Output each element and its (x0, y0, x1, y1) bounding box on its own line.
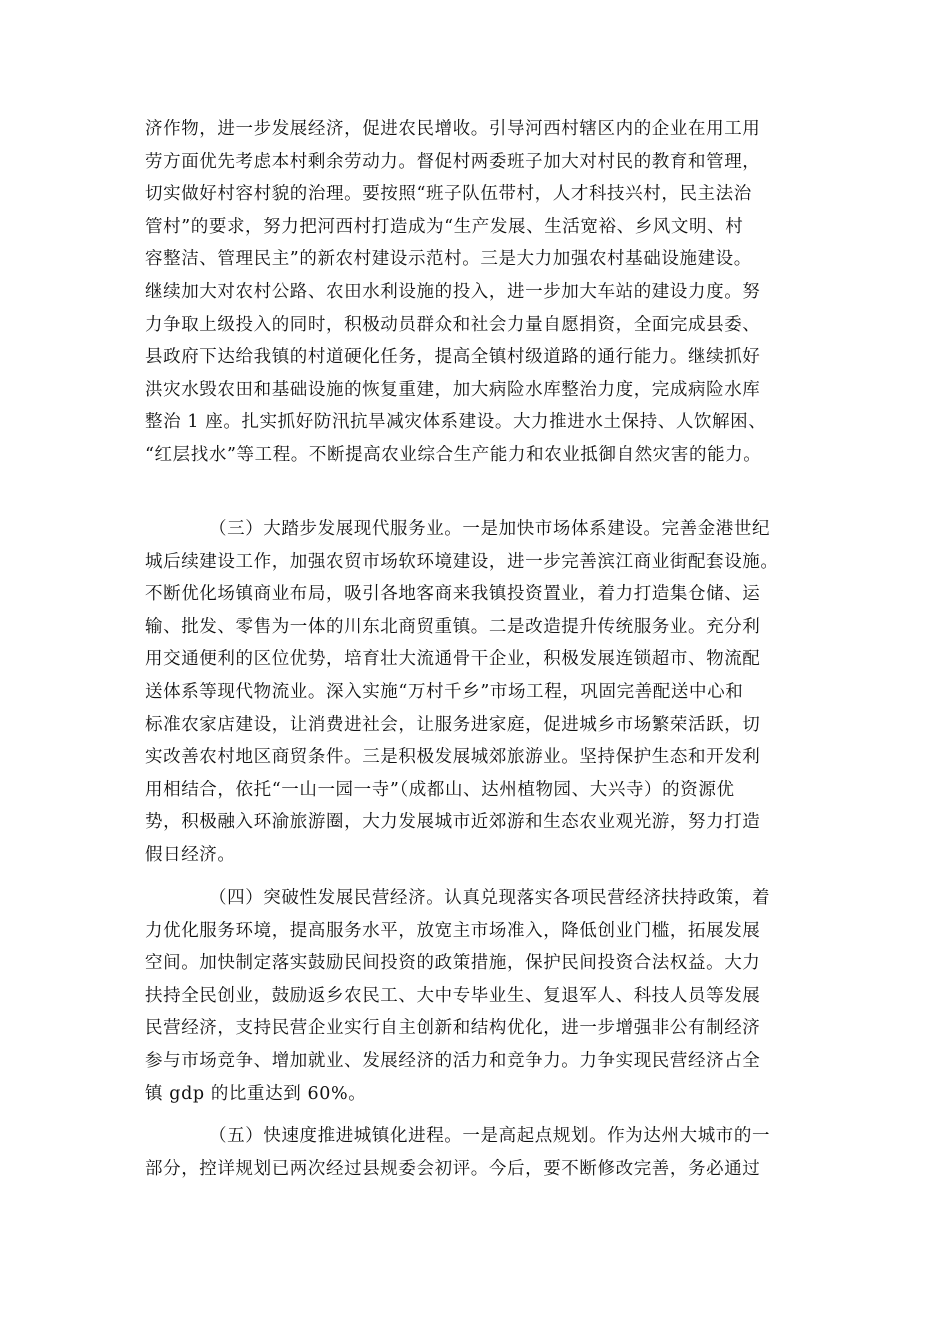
text-line: 管村”的要求，努力把河西村打造成为“生产发展、生活宽裕、乡风文明、村 (145, 216, 744, 237)
paragraph-rural-development (145, 113, 810, 472)
text-line: “红层找水”等工程。不断提高农业综合生产能力和农业抵御自然灾害的能力。 (145, 444, 762, 465)
text-line: 容整洁、管理民主”的新农村建设示范村。三是大力加强农村基础设施建设。 (145, 249, 752, 270)
text-line: 整治 1 座。扎实抓好防汛抗旱减灾体系建设。大力推进水土保持、人饮解困、 (145, 412, 767, 433)
text-line: 输、批发、零售为一体的川东北商贸重镇。二是改造提升传统服务业。充分利 (145, 616, 761, 637)
text-line: （五）快速度推进城镇化进程。一是高起点规划。作为达州大城市的一 (209, 1126, 771, 1146)
text-line: （四）突破性发展民营经济。认真兑现落实各项民营经济扶持政策，着 (209, 888, 771, 908)
paragraph-private-economy (145, 882, 810, 1110)
text-line: 民营经济，支持民营企业实行自主创新和结构优化，进一步增强非公有制经济 (145, 1018, 761, 1039)
text-line: 送体系等现代物流业。深入实施“万村千乡”市场工程，巩固完善配送中心和 (145, 681, 744, 702)
text-line: 势，积极融入环渝旅游圈，大力发展城市近郊游和生态农业观光游，努力打造 (145, 812, 761, 833)
text-line: （三）大踏步发展现代服务业。一是加快市场体系建设。完善金港世纪 (209, 519, 771, 539)
paragraph-urbanization (145, 1120, 810, 1185)
text-line: 城后续建设工作，加强农贸市场软环境建设，进一步完善滨江商业街配套设施。 (145, 551, 779, 572)
text-line: 继续加大对农村公路、农田水利设施的投入，进一步加大车站的建设力度。努 (145, 281, 761, 302)
paragraph-modern-services (145, 513, 810, 872)
text-line: 济作物，进一步发展经济，促进农民增收。引导河西村辖区内的企业在用工用 (145, 119, 761, 139)
text-line: 力优化服务环境，提高服务水平，放宽主市场准入，降低创业门槛，拓展发展 (145, 920, 761, 941)
text-line: 县政府下达给我镇的村道硬化任务，提高全镇村级道路的通行能力。继续抓好 (145, 347, 761, 368)
text-line: 空间。加快制定落实鼓励民间投资的政策措施，保护民间投资合法权益。大力 (145, 953, 761, 974)
text-line: 镇 gdp 的比重达到 60%。 (145, 1083, 367, 1104)
text-line: 力争取上级投入的同时，积极动员群众和社会力量自愿捐资，全面完成县委、 (145, 314, 761, 335)
text-line: 扶持全民创业，鼓励返乡农民工、大中专毕业生、复退军人、科技人员等发展 (145, 985, 761, 1006)
text-line: 参与市场竞争、增加就业、发展经济的活力和竞争力。力争实现民营经济占全 (145, 1050, 761, 1071)
text-line: 用交通便利的区位优势，培育壮大流通骨干企业，积极发展连锁超市、物流配 (145, 649, 761, 670)
text-line: 劳方面优先考虑本村剩余劳动力。督促村两委班子加大对村民的教育和管理， (145, 151, 761, 172)
text-line: 不断优化场镇商业布局，吸引各地客商来我镇投资置业，着力打造集仓储、运 (145, 584, 761, 605)
text-line: 实改善农村地区商贸条件。三是积极发展城郊旅游业。坚持保护生态和开发利 (145, 747, 761, 768)
text-line: 部分，控详规划已两次经过县规委会初评。今后，要不断修改完善，务必通过 (145, 1158, 761, 1179)
text-line: 标准农家店建设，让消费进社会，让服务进家庭，促进城乡市场繁荣活跃，切 (145, 714, 761, 735)
text-line: 用相结合，依托“一山一园一寺”（成都山、达州植物园、大兴寺）的资源优 (145, 779, 735, 800)
text-line: 假日经济。 (145, 844, 236, 865)
text-line: 切实做好村容村貌的治理。要按照“班子队伍带村，人才科技兴村，民主法治 (145, 184, 752, 205)
text-line: 洪灾水毁农田和基础设施的恢复重建，加大病险水库整治力度，完成病险水库 (145, 379, 761, 400)
